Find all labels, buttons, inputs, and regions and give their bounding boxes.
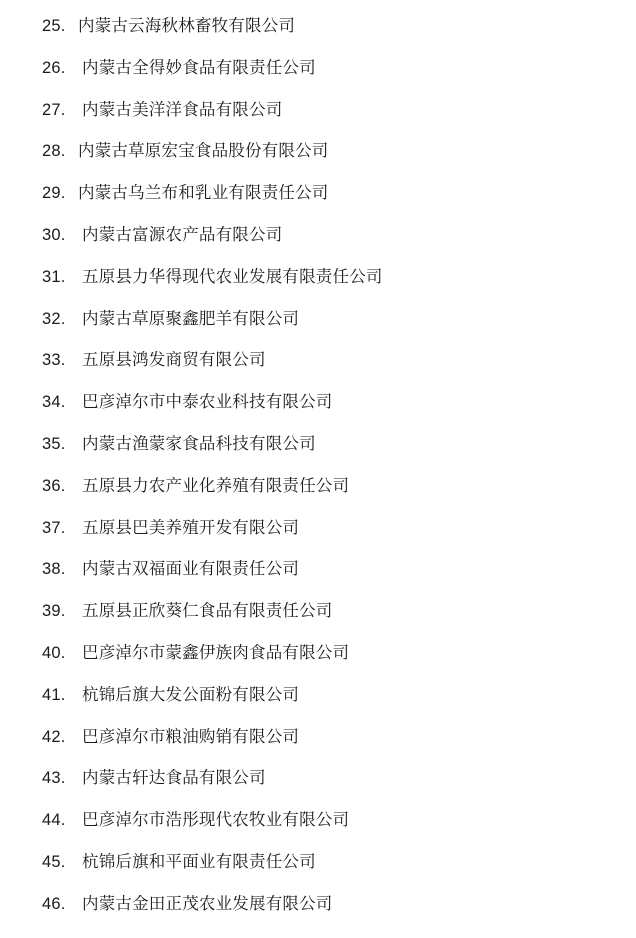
list-item-number: 32. <box>42 309 66 328</box>
list-item <box>42 394 610 436</box>
list-item <box>42 269 610 311</box>
list-item-label: 内蒙古轩达食品有限公司 <box>82 769 266 788</box>
list-item-number: 26. <box>42 58 66 77</box>
list-item-label: 五原县正欣葵仁食品有限责任公司 <box>82 602 333 621</box>
list-item-number: 35. <box>42 434 66 453</box>
list-item-number: 39. <box>42 602 66 621</box>
list-item <box>42 185 610 227</box>
list-item-number: 33. <box>42 351 66 370</box>
list-item-number: 42. <box>42 727 66 746</box>
list-item <box>42 143 610 185</box>
list-item <box>42 687 610 729</box>
list-item-number: 38. <box>42 560 66 579</box>
list-item <box>42 311 610 353</box>
list-item-label: 内蒙古双福面业有限责任公司 <box>82 560 300 579</box>
list-item-label: 巴彦淖尔市浩彤现代农牧业有限公司 <box>82 811 350 830</box>
list-item <box>42 603 610 645</box>
list-item-number: 36. <box>42 476 66 495</box>
list-item <box>42 352 610 394</box>
list-item-number: 31. <box>42 267 66 286</box>
list-item <box>42 729 610 771</box>
list-item-label: 五原县力华得现代农业发展有限责任公司 <box>82 267 383 286</box>
list-item <box>42 645 610 687</box>
list-item <box>42 770 610 812</box>
list-item-label: 巴彦淖尔市蒙鑫伊族肉食品有限公司 <box>82 643 350 662</box>
list-item-label: 巴彦淖尔市粮油购销有限公司 <box>82 727 300 746</box>
list-item-label: 内蒙古云海秋林畜牧有限公司 <box>78 17 296 35</box>
list-item-label: 内蒙古乌兰布和乳业有限责任公司 <box>78 184 329 203</box>
list-item-label: 内蒙古美洋洋食品有限公司 <box>82 100 283 119</box>
list-item <box>42 227 610 269</box>
list-item <box>42 520 610 562</box>
list-item-number: 41. <box>42 685 66 704</box>
list-item-number: 43. <box>42 769 66 788</box>
list-item <box>42 18 610 60</box>
list-item-label: 五原县巴美养殖开发有限公司 <box>82 518 300 537</box>
list-item <box>42 854 610 896</box>
list-item <box>42 561 610 603</box>
list-item <box>42 102 610 144</box>
list-item-number: 46. <box>42 894 66 913</box>
list-item-label: 内蒙古草原宏宝食品股份有限公司 <box>78 142 329 161</box>
list-item-number: 27. <box>42 100 66 119</box>
list-item-number: 34. <box>42 393 66 412</box>
list-item-number: 30. <box>42 225 66 244</box>
list-item-label: 内蒙古草原聚鑫肥羊有限公司 <box>82 309 300 328</box>
list-item-label: 五原县鸿发商贸有限公司 <box>82 351 266 370</box>
list-item <box>42 60 610 102</box>
list-item-label: 内蒙古金田正茂农业发展有限公司 <box>82 894 333 913</box>
list-item-label: 杭锦后旗大发公面粉有限公司 <box>82 685 300 704</box>
list-item-number: 44. <box>42 811 66 830</box>
list-item <box>42 812 610 854</box>
list-item-number: 40. <box>42 643 66 662</box>
list-item-label: 内蒙古富源农产品有限公司 <box>82 225 283 244</box>
list-item <box>42 436 610 478</box>
list-item-number: 29. <box>42 184 66 203</box>
list-item-number: 37. <box>42 518 66 537</box>
list-item <box>42 478 610 520</box>
list-item-number: 45. <box>42 852 66 871</box>
company-list <box>42 18 610 938</box>
list-item-label: 内蒙古渔蒙家食品科技有限公司 <box>82 434 316 453</box>
list-item-number: 28. <box>42 142 66 161</box>
list-item-label: 五原县力农产业化养殖有限责任公司 <box>82 476 350 495</box>
list-item-label: 杭锦后旗和平面业有限责任公司 <box>82 852 316 871</box>
list-item-number: 25. <box>42 17 66 35</box>
list-item-label: 巴彦淖尔市中泰农业科技有限公司 <box>82 393 333 412</box>
list-item <box>42 896 610 938</box>
list-item-label: 内蒙古全得妙食品有限责任公司 <box>82 58 316 77</box>
